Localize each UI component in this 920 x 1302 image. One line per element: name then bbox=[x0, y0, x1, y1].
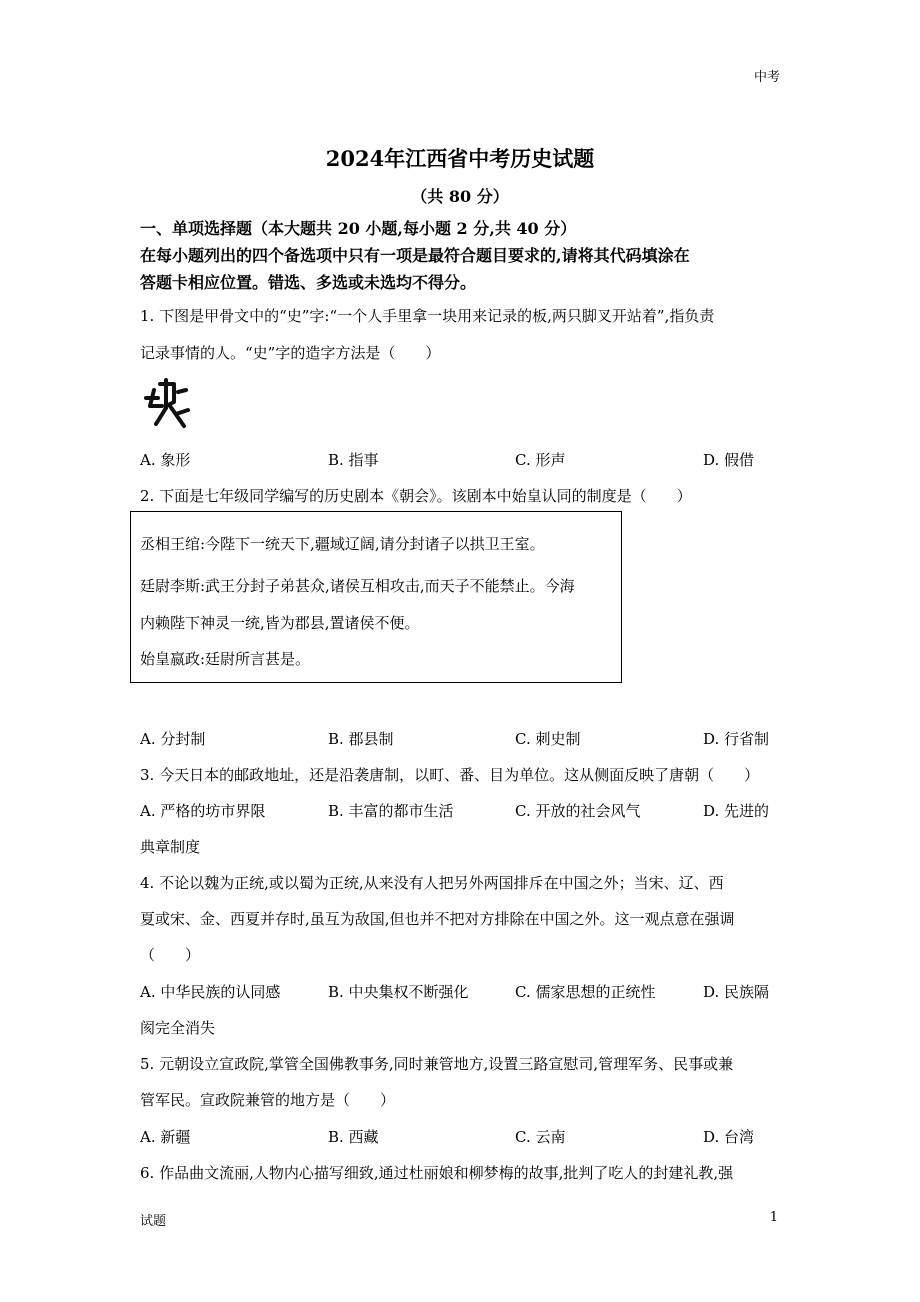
question-1-text: 记录事情的人。“史”字的造字方法是（ ） bbox=[140, 344, 441, 362]
q4-option-c: C. 儒家思想的正统性 bbox=[515, 983, 656, 1001]
script-line: 内赖陛下神灵一统,皆为郡县,置诸侯不便。 bbox=[140, 614, 420, 632]
section-instruction: 答题卡相应位置。错选、多选或未选均不得分。 bbox=[140, 273, 477, 292]
q1-option-a: A. 象形 bbox=[140, 451, 191, 469]
q2-option-a: A. 分封制 bbox=[140, 730, 206, 748]
script-line: 廷尉李斯:武王分封子弟甚众,诸侯互相攻击,而天子不能禁止。今海 bbox=[140, 577, 575, 595]
question-5-text: 5. 元朝设立宣政院,掌管全国佛教事务,同时兼管地方,设置三路宣慰司,管理军务、民事或兼 bbox=[140, 1055, 734, 1073]
question-5-text: 管军民。宣政院兼管的地方是（ ） bbox=[140, 1091, 396, 1109]
q5-option-b: B. 西藏 bbox=[328, 1128, 379, 1146]
q3-option-c: C. 开放的社会风气 bbox=[515, 802, 641, 820]
section-instruction: 在每小题列出的四个备选项中只有一项是最符合题目要求的,请将其代码填涂在 bbox=[140, 246, 690, 265]
q4-option-d-wrap: 阂完全消失 bbox=[140, 1019, 216, 1037]
footer-label: 试题 bbox=[140, 1214, 167, 1229]
q3-option-d: D. 先进的 bbox=[703, 802, 770, 820]
section-heading: 一、单项选择题（本大题共 20 小题,每小题 2 分,共 40 分） bbox=[140, 219, 577, 238]
question-1-text: 1. 下图是甲骨文中的“史”字:“一个人手里拿一块用来记录的板,两只脚叉开站着”,指负责 bbox=[140, 307, 715, 325]
page-number: 1 bbox=[769, 1210, 778, 1225]
q5-option-c: C. 云南 bbox=[515, 1128, 566, 1146]
script-line: 始皇嬴政:廷尉所言甚是。 bbox=[140, 650, 311, 668]
q5-option-a: A. 新疆 bbox=[140, 1128, 191, 1146]
question-4-text: 4. 不论以魏为正统,或以蜀为正统,从来没有人把另外两国排斥在中国之外；当宋、辽、西 bbox=[140, 874, 724, 892]
oracle-bone-shi-icon bbox=[140, 376, 194, 434]
page-title: 2024年江西省中考历史试题 bbox=[325, 146, 595, 171]
total-score: （共 80 分） bbox=[411, 187, 509, 206]
question-3-text: 3. 今天日本的邮政地址，还是沿袭唐制，以町、番、目为单位。这从侧面反映了唐朝（ ） bbox=[140, 766, 760, 784]
question-6-text: 6. 作品曲文流丽,人物内心描写细致,通过杜丽娘和柳梦梅的故事,批判了吃人的封建礼教,强 bbox=[140, 1164, 734, 1182]
q5-option-d: D. 台湾 bbox=[703, 1128, 755, 1146]
q2-option-b: B. 郡县制 bbox=[328, 730, 394, 748]
question-2-text: 2. 下面是七年级同学编写的历史剧本《朝会》。该剧本中始皇认同的制度是（ ） bbox=[140, 487, 692, 505]
q1-option-d: D. 假借 bbox=[703, 451, 755, 469]
script-line: 丞相王绾:今陛下一统天下,疆域辽阔,请分封诸子以拱卫王室。 bbox=[140, 535, 545, 553]
question-4-text: 夏或宋、金、西夏并存时,虽互为敌国,但也并不把对方排除在中国之外。这一观点意在强调 bbox=[140, 910, 735, 928]
q4-option-a: A. 中华民族的认同感 bbox=[140, 983, 281, 1001]
q2-option-d: D. 行省制 bbox=[703, 730, 770, 748]
q4-option-d: D. 民族隔 bbox=[703, 983, 770, 1001]
q1-option-c: C. 形声 bbox=[515, 451, 566, 469]
q2-option-c: C. 刺史制 bbox=[515, 730, 581, 748]
q4-option-b: B. 中央集权不断强化 bbox=[328, 983, 469, 1001]
q3-option-b: B. 丰富的都市生活 bbox=[328, 802, 454, 820]
q3-option-d-wrap: 典章制度 bbox=[140, 838, 201, 856]
header-label: 中考 bbox=[753, 70, 780, 85]
q3-option-a: A. 严格的坊市界限 bbox=[140, 802, 266, 820]
q1-option-b: B. 指事 bbox=[328, 451, 379, 469]
question-4-text: （ ） bbox=[140, 946, 201, 964]
